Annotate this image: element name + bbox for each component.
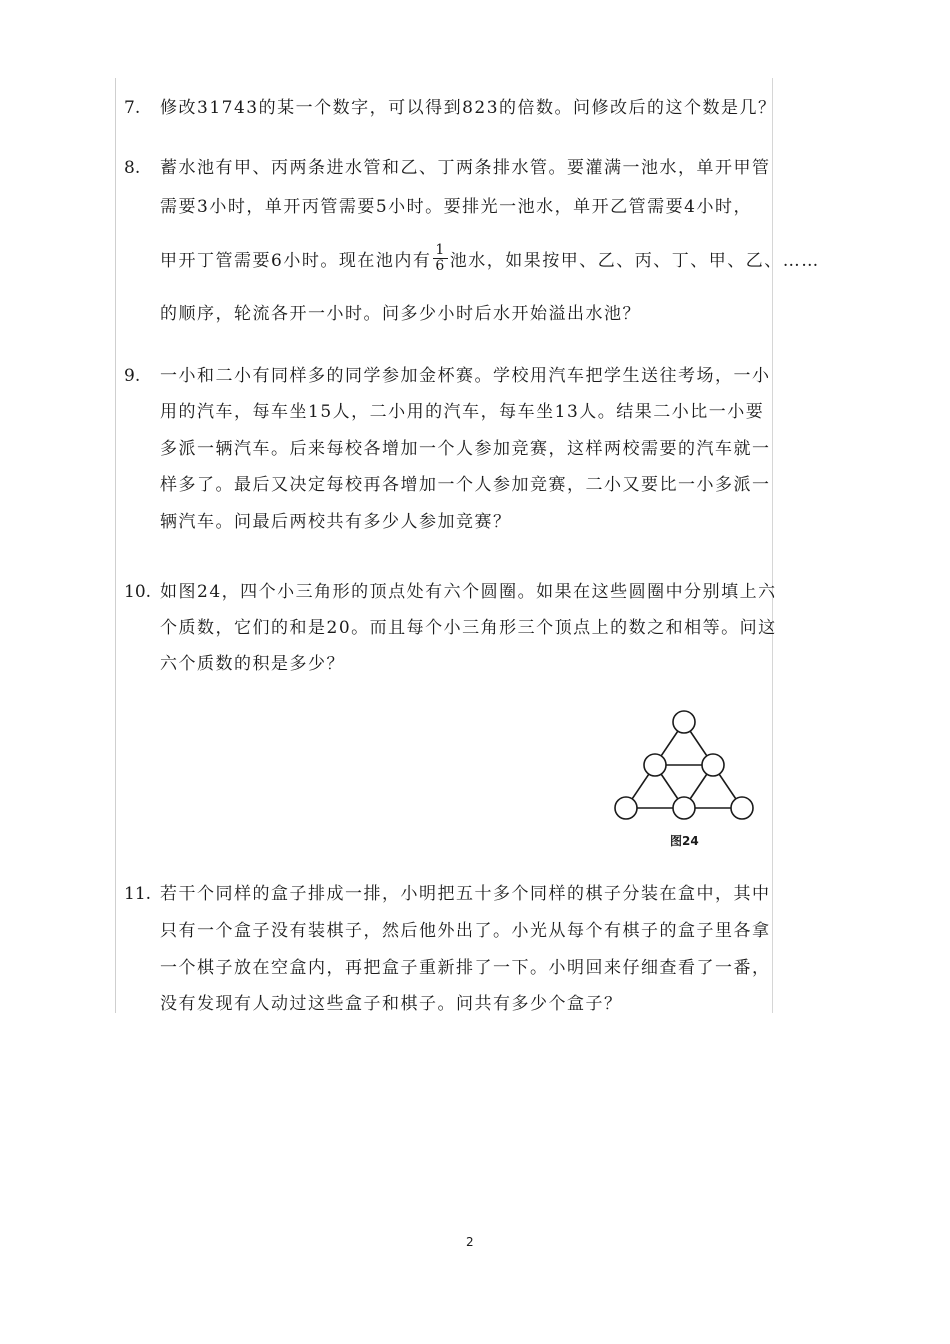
page-number: 2	[466, 1235, 474, 1249]
problem-text-line: 样多了。最后又决定每校再各增加一个人参加竞赛，二小又要比一小多派一	[160, 475, 771, 495]
problem-number: 10.	[124, 582, 152, 602]
vertex-circle	[644, 754, 666, 776]
vertex-circle	[673, 797, 695, 819]
problem-text-segment: 池水，如果按甲、乙、丙、丁、甲、乙、……	[449, 251, 820, 271]
fraction	[433, 243, 447, 274]
problem-text-line: 蓄水池有甲、丙两条进水管和乙、丁两条排水管。要灌满一池水，单开甲管	[160, 158, 771, 178]
scan-border	[115, 78, 773, 1013]
problem-text-segment: 甲开丁管需要6小时。现在池内有	[160, 251, 432, 271]
problem-text-line: 如图24，四个小三角形的顶点处有六个圆圈。如果在这些圆圈中分别填上六	[160, 582, 777, 602]
problem-text-line: 只有一个盒子没有装棋子，然后他外出了。小光从每个有棋子的盒子里各拿	[160, 921, 771, 941]
vertex-circle	[615, 797, 637, 819]
problem-number: 7.	[124, 98, 141, 118]
problem-text-line: 辆汽车。问最后两校共有多少人参加竞赛？	[160, 512, 512, 532]
vertex-circle	[673, 711, 695, 733]
vertex-circle	[731, 797, 753, 819]
problem-number: 8.	[124, 158, 141, 178]
problem-text-line: 没有发现有人动过这些盒子和棋子。问共有多少个盒子？	[160, 994, 623, 1014]
triangle-circles-figure	[608, 705, 758, 850]
figure-caption: 图24	[670, 834, 699, 848]
problem-text-line: 若干个同样的盒子排成一排，小明把五十多个同样的棋子分装在盒中，其中	[160, 884, 771, 904]
problem-text-line: 六个质数的积是多少？	[160, 654, 345, 674]
fraction-numerator: 1	[435, 242, 446, 258]
problem-text-line: 需要3小时，单开丙管需要5小时。要排光一池水，单开乙管需要4小时，	[160, 197, 752, 217]
problem-text-line: 修改31743的某一个数字，可以得到823的倍数。问修改后的这个数是几？	[160, 98, 777, 118]
vertex-circle	[702, 754, 724, 776]
problem-text-line: 用的汽车，每车坐15人，二小用的汽车，每车坐13人。结果二小比一小要	[160, 402, 765, 422]
problem-text-line: 一个棋子放在空盒内，再把盒子重新排了一下。小明回来仔细查看了一番，	[160, 958, 771, 978]
problem-text-line-with-fraction	[160, 242, 820, 274]
fraction-denominator: 6	[435, 258, 446, 274]
problem-text-line: 多派一辆汽车。后来每校各增加一个人参加竞赛，这样两校需要的汽车就一	[160, 439, 771, 459]
problem-number: 9.	[124, 366, 141, 386]
problem-text-line: 个质数，它们的和是20。而且每个小三角形三个顶点上的数之和相等。问这	[160, 618, 777, 638]
problem-text-line: 的顺序，轮流各开一小时。问多少小时后水开始溢出水池？	[160, 304, 641, 324]
problem-number: 11.	[124, 884, 152, 904]
problem-text-line: 一小和二小有同样多的同学参加金杯赛。学校用汽车把学生送往考场，一小	[160, 366, 771, 386]
